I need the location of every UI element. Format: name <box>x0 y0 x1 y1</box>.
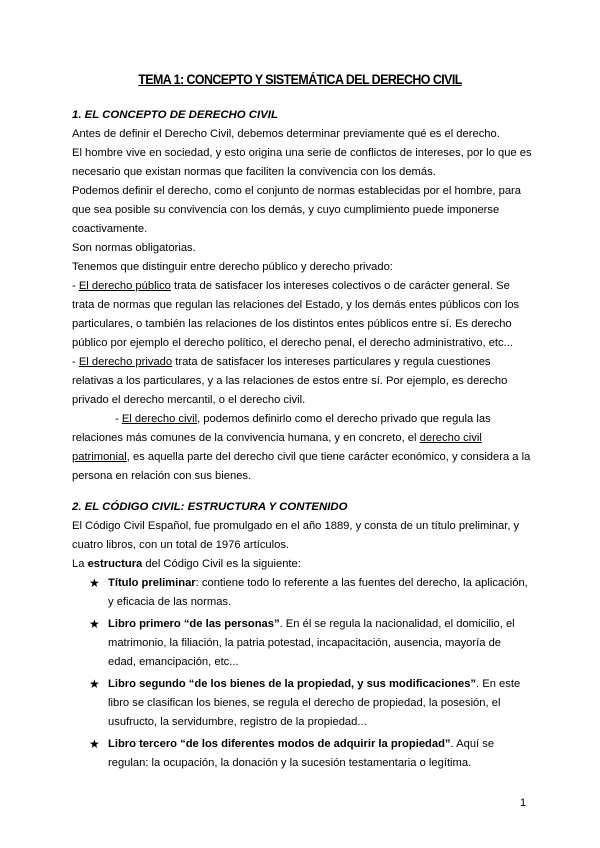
text: del Código Civil es la siguiente: <box>142 558 301 570</box>
definition-text: , podemos definirlo como el derecho privado que regula las relaciones más comunes de la convivencia humana, y en concreto, el <box>72 413 491 444</box>
paragraph-derecho-privado <box>72 353 532 410</box>
dash: - <box>72 280 79 292</box>
definition-text: trata de satisfacer los intereses particulares y regula cuestiones relativas a los particulares, y a las relaciones de estos entre sí. Por ejemplo, es derecho privado el derecho mercantil, o el derecho civil. <box>72 356 508 406</box>
item-title: Título preliminar <box>108 577 196 589</box>
paragraph: Antes de definir el Derecho Civil, debemos determinar previamente qué es el derecho. <box>72 128 500 140</box>
item-title: Libro tercero “de los diferentes modos de adquirir la propiedad” <box>108 738 451 750</box>
dash: - <box>115 413 122 425</box>
section-heading-codigo-civil: 2. EL CÓDIGO CIVIL: ESTRUCTURA Y CONTENIDO <box>72 501 348 513</box>
paragraph: Tenemos que distinguir entre derecho público y derecho privado: <box>72 261 393 273</box>
paragraph-derecho-civil <box>72 410 532 486</box>
item-text: . En este libro se clasifican los bienes, se regula el derecho de propiedad, la posesión, el usufructo, la servidumbre, registro de la propiedad... <box>108 678 521 728</box>
document-title: TEMA 1: CONCEPTO Y SISTEMÁTICA DEL DERECHO CIVIL <box>138 72 462 87</box>
term-derecho-publico: El derecho público <box>78 280 171 292</box>
item-text: : contiene todo lo referente a las fuentes del derecho, la aplicación, y eficacia de las normas. <box>108 577 528 608</box>
item-title: Libro primero “de las personas” <box>108 618 280 630</box>
section-heading-concepto: 1. EL CONCEPTO DE DERECHO CIVIL <box>72 109 278 121</box>
term-derecho-privado: El derecho privado <box>78 356 173 368</box>
paragraph: El Código Civil Español, fue promulgado en el año 1889, y consta de un título preliminar, y cuatro libros, con un total de 1976 artículos. <box>72 520 520 551</box>
star-bullet-icon: ★ <box>89 617 100 631</box>
item-title: Libro segundo “de los bienes de la propiedad, y sus modificaciones” <box>108 678 477 690</box>
paragraph-estructura <box>72 555 532 574</box>
paragraph-derecho-publico <box>72 277 532 353</box>
text: La <box>72 558 88 570</box>
item-text: . Aquí se regulan: la ocupación, la donación y la sucesión testamentaria o legítima. <box>108 738 495 769</box>
paragraph: Podemos definir el derecho, como el conjunto de normas establecidas por el hombre, para que sea posible su convivencia con los demás, y cuyo cumplimiento puede imponerse coactivamente. <box>72 185 521 235</box>
list-item <box>72 735 532 773</box>
definition-text: trata de satisfacer los intereses colectivos o de carácter general. Se trata de normas que regulan las relaciones del Estado, y los demás entes públicos con los particulares, o también las relaciones de los distintos entes públicos entre sí. Es derecho público por ejemplo el derecho político, el derecho penal, el derecho administrativo, etc... <box>72 280 520 349</box>
term-derecho-civil-patrimonial: derecho civil patrimonial <box>72 432 482 463</box>
star-bullet-icon: ★ <box>89 576 100 590</box>
document-body <box>72 106 532 776</box>
page-number: 1 <box>520 797 527 809</box>
paragraph: Son normas obligatorias. <box>72 242 196 254</box>
definition-text: , es aquella parte del derecho civil que tiene carácter económico, y considera a la persona en relación con sus bienes. <box>72 451 531 482</box>
structure-list <box>72 574 532 773</box>
paragraph: El hombre vive en sociedad, y esto origina una serie de conflictos de intereses, por lo que es necesario que existan normas que faciliten la convivencia con los demás. <box>72 147 532 178</box>
dash: - <box>72 356 79 368</box>
star-bullet-icon: ★ <box>89 737 100 751</box>
term-estructura: estructura <box>87 558 143 570</box>
list-item <box>72 615 532 672</box>
star-bullet-icon: ★ <box>89 677 100 691</box>
term-derecho-civil: El derecho civil <box>121 413 198 425</box>
list-item <box>72 675 532 732</box>
item-text: . En él se regula la nacionalidad, el domicilio, el matrimonio, la filiación, la patria potestad, incapacitación, ausencia, mayoría de edad, emancipación, etc... <box>108 618 515 668</box>
list-item <box>72 574 532 612</box>
